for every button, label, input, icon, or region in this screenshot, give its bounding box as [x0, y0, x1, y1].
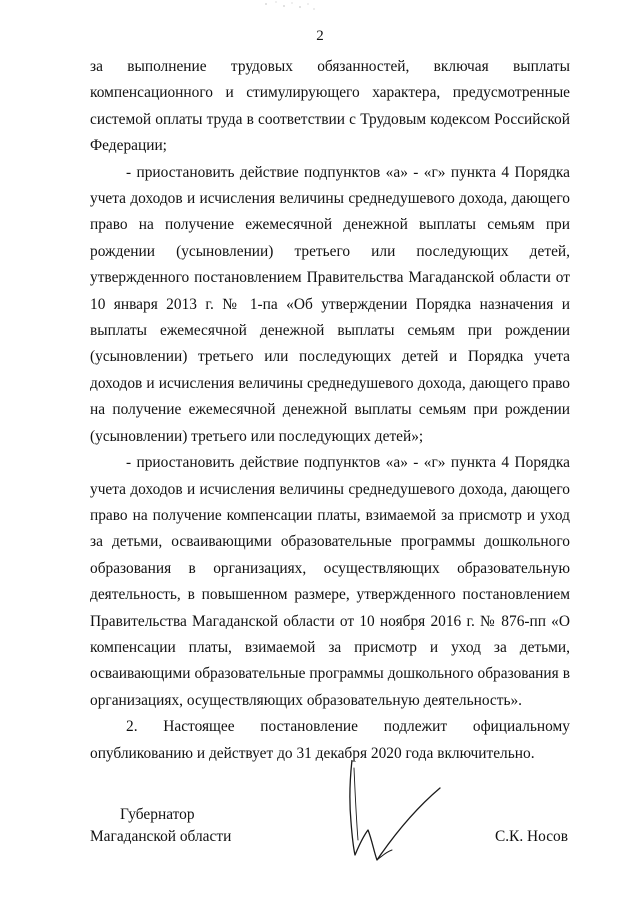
paragraph-publication-clause: 2. Настоящее постановление подлежит официальному опубликованию и действует до 31 декабря 2020 года включительно.: [90, 718, 570, 762]
paragraph-continuation: за выполнение трудовых обязанностей, включая выплаты компенсационного и стимулирующего характера, предусмотренные системой оплаты труда в соответствии с Трудовым кодексом Российской Федерации;: [90, 58, 570, 155]
signer-position-line2: Магаданской области: [90, 828, 232, 845]
scan-artifact-specks: [262, 0, 322, 16]
page-number: 2: [316, 28, 324, 44]
document-body: [90, 54, 570, 767]
paragraph-suspend-subclauses-2: - приостановить действие подпунктов «а» - «г» пункта 4 Порядка учета доходов и исчисления величины среднедушевого дохода, дающего право на получение компенсации платы, взимаемой за присмотр и уход за детьми, осваивающими образовательные программы дошкольного образования в организациях, осуществляющих образовательную деятельность, в повышенном размере, утвержденного постановлением Правительства Магаданской области от 10 ноября 2016 г. № 876-пп «О компенсации платы, взимаемой за присмотр и уход за детьми, осваивающими образовательные программы дошкольного образования в организациях, осуществляющих образовательную деятельность».: [90, 454, 570, 709]
handwritten-signature: [322, 760, 452, 870]
paragraph-suspend-subclauses-1: - приостановить действие подпунктов «а» - «г» пункта 4 Порядка учета доходов и исчисления величины среднедушевого дохода, дающего право на получение ежемесячной денежной выплаты семьям при рождении (усыновлении) третьего или последующих детей, утвержденного постановлением Правительства Магаданской области от 10 января 2013 г. № 1-па «Об утверждении Порядка назначения и выплаты ежемесячной денежной выплаты семьям при рождении (усыновлении) третьего или последующих детей и Порядка учета доходов и исчисления величины среднедушевого дохода, дающего право на получение ежемесячной денежной выплаты семьям при рождении (усыновлении) третьего или последующих детей»;: [90, 163, 570, 445]
signer-position: [90, 804, 231, 848]
signature-block: [90, 788, 570, 898]
signer-position-line1: Губернатор: [120, 806, 195, 823]
signer-name: С.К. Носов: [494, 828, 568, 845]
